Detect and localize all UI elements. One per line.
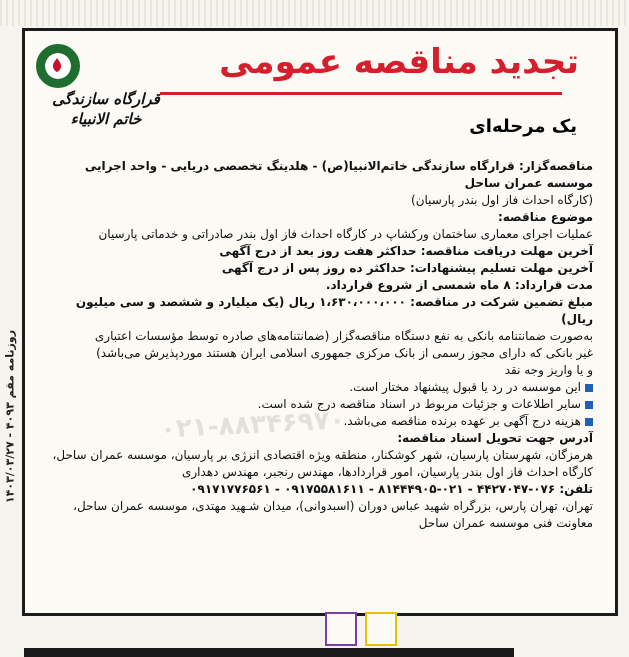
note-item: هزینه درج آگهی بر عهده برنده مناقصه می‌باشد. — [45, 413, 593, 430]
tender-owner: مناقصه‌گزار: قرارگاه سازندگی خاتم‌الانبیا(ص) - هلدینگ تخصصی دریایی - واحد اجرایی موسسه عمران ساحل — [84, 159, 593, 190]
receipt-deadline: آخرین مهلت دریافت مناقصه: حداکثر هفت روز بعد از درج آگهی — [219, 244, 593, 258]
guarantee-text-3: و یا واریز وجه نقد — [504, 363, 593, 377]
newspaper-side-label: روزنامه مقم ۴۰۹۳ - ۱۴۰۳/۰۳/۲۷ — [3, 329, 17, 504]
address-heading: آدرس جهت تحویل اسناد مناقصه: — [397, 431, 593, 445]
bullet-icon — [585, 418, 593, 426]
ad-title: تجدید مناقصه عمومی — [219, 42, 579, 82]
submit-deadline: آخرین مهلت تسلیم پیشنهادات: حداکثر ده روز پس از درج آگهی — [221, 261, 593, 275]
title-underline — [160, 92, 562, 95]
contract-duration: مدت قرارداد: ۸ ماه شمسی از شروع قرارداد. — [325, 278, 593, 292]
guarantee-amount: مبلغ تضمین شرکت در مناقصه: ۱،۶۳۰،۰۰۰،۰۰۰ ریال (یک میلیارد و ششصد و سی میلیون ریال) — [75, 295, 593, 326]
tender-owner-site: (کارگاه احداث فاز اول بندر پارسیان) — [411, 193, 593, 207]
emblem-logo — [36, 44, 80, 88]
side-strip — [0, 250, 22, 610]
note-item: این موسسه در رد یا قبول پیشنهاد مختار است. — [45, 379, 593, 396]
address-2: کارگاه احداث فاز اول بندر پارسیان، امور قراردادها، مهندس رنجبر، مهندس دهداری — [181, 465, 593, 479]
ad-subtitle: یک مرحله‌ای — [469, 116, 577, 137]
address-tehran-2: معاونت فنی موسسه عمران ساحل — [418, 516, 593, 530]
address-1: هرمزگان، شهرستان پارسیان، شهر کوشکنار، منطقه ویژه اقتصادی انرژی بر پارسیان، موسسه عمران ساحل، — [52, 448, 593, 462]
phone-numbers: تلفن: ۰۷۶-۴۴۲۷۰۴۷ - ۰۲۱-۸۱۴۴۴۹۰۵ - ۰۹۱۷۵۵۸۱۶۱۱ - ۰۹۱۷۱۷۷۶۵۶۱ — [190, 482, 593, 496]
decor-square-yellow — [365, 612, 397, 646]
decor-square-purple — [325, 612, 357, 646]
bullet-icon — [585, 384, 593, 392]
subject-text: عملیات اجرای معماری ساختمان ورکشاپ در کارگاه احداث فاز اول بندر صادراتی و خدماتی پارسیان — [98, 227, 593, 241]
ad-body — [45, 158, 593, 532]
bottom-rule — [24, 648, 514, 657]
address-tehran-1: تهران، تهران پارس، بزرگراه شهید عباس دوران (اسبدوانی)، میدان شـهید مهتدی، موسسه عمران ساحل، — [73, 499, 593, 513]
guarantee-text-2: غیر بانکی که دارای مجوز رسمی از بانک مرکزی جمهوری اسلامی ایران هستند موردپذیرش می‌باشد) — [96, 346, 593, 360]
note-item: سایر اطلاعات و جزئیات مربوط در اسناد مناقصه درج شده است. — [45, 396, 593, 413]
top-pattern — [0, 0, 629, 26]
org-logo-text: قرارگاه سازندگی خاتم الانبیاء — [52, 90, 160, 128]
watermark-phone: ۰۲۱-۸۸۳۴۶۹۷۰ — [159, 405, 347, 445]
guarantee-text-1: به‌صورت ضمانتنامه بانکی به نفع دستگاه مناقصه‌گزار (ضمانتنامه‌های صادره توسط مؤسسات اعتباری — [94, 329, 593, 343]
bullet-icon — [585, 401, 593, 409]
iran-emblem-icon — [48, 56, 66, 74]
subject-heading: موضوع مناقصه: — [497, 210, 593, 224]
